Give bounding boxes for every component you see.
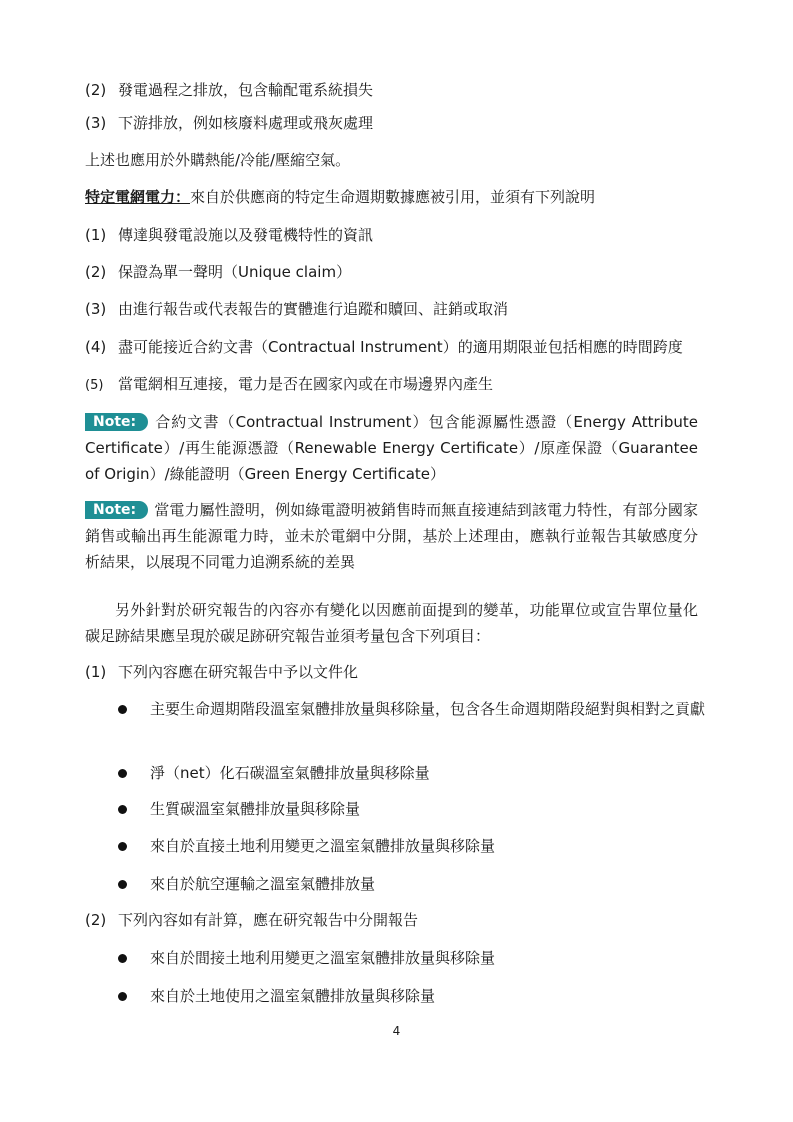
section-heading: (1) 下列內容應在研究報告中予以文件化 bbox=[85, 663, 359, 681]
bullet-item: 淨（net）化石碳溫室氣體排放量與移除量 bbox=[118, 760, 708, 786]
list-item: (1) 傳達與發電設施以及發電機特性的資訊 bbox=[85, 226, 374, 244]
list-item: (5) 當電網相互連接，電力是否在國家內或在市場邊界內產生 bbox=[85, 375, 494, 393]
list-item: (4) 盡可能接近合約文書（Contractual Instrument）的適用期限並包括相應的時間跨度 bbox=[85, 338, 683, 356]
specific-grid-desc: 來自於供應商的特定生命週期數據應被引用，並須有下列說明 bbox=[190, 188, 596, 206]
note-badge: Note: bbox=[85, 413, 148, 431]
note-text: 合約文書（Contractual Instrument）包含能源屬性憑證（Energy Attribute Certificate）/再生能源憑證（Renewable Energy Certificate）/原產保證（Guarantee of Origin）/綠能證明（Green Energy Certificate） bbox=[85, 413, 698, 483]
bullet-item: 來自於航空運輸之溫室氣體排放量 bbox=[118, 871, 708, 897]
bullet-dot-icon bbox=[118, 954, 127, 963]
note-text: 當電力屬性證明，例如綠電證明被銷售時而無直接連結到該電力特性，有部分國家銷售或輸出再生能源電力時，並未於電網中分開，基於上述理由，應執行並報告其敏感度分析結果，以展現不同電力追溯系統的差異 bbox=[85, 501, 698, 571]
section-heading: (2) 下列內容如有計算，應在研究報告中分開報告 bbox=[85, 911, 419, 929]
bullet-item: 生質碳溫室氣體排放量與移除量 bbox=[118, 796, 708, 822]
bullet-item: 主要生命週期階段溫室氣體排放量與移除量，包含各生命週期階段絕對與相對之貢獻 bbox=[118, 696, 708, 722]
list-item: (3) 由進行報告或代表報告的實體進行追蹤和贖回、註銷或取消 bbox=[85, 300, 509, 318]
specific-grid-heading bbox=[85, 185, 708, 210]
bullet-item: 來自於直接土地利用變更之溫室氣體排放量與移除量 bbox=[118, 833, 708, 859]
note-badge: Note: bbox=[85, 501, 148, 519]
note-block bbox=[85, 497, 698, 575]
bullet-item: 來自於間接土地利用變更之溫室氣體排放量與移除量 bbox=[118, 945, 708, 971]
list-item: (3) 下游排放，例如核廢料處理或飛灰處理 bbox=[85, 114, 374, 132]
list-item: (2) 保證為單一聲明（Unique claim） bbox=[85, 263, 352, 281]
list-item: (2) 發電過程之排放，包含輸配電系統損失 bbox=[85, 81, 374, 99]
intro-paragraph: 另外針對於研究報告的內容亦有變化以因應前面提到的變革，功能單位或宣告單位量化碳足跡結果應呈現於碳足跡研究報告並須考量包含下列項目： bbox=[85, 601, 698, 645]
applies-note: 上述也應用於外購熱能/冷能/壓縮空氣。 bbox=[85, 151, 351, 169]
bullet-item: 來自於土地使用之溫室氣體排放量與移除量 bbox=[118, 983, 708, 1009]
bullet-dot-icon bbox=[118, 769, 127, 778]
page-number: 4 bbox=[392, 1024, 401, 1038]
bullet-dot-icon bbox=[118, 705, 127, 714]
bullet-dot-icon bbox=[118, 880, 127, 889]
bullet-dot-icon bbox=[118, 805, 127, 814]
bullet-dot-icon bbox=[118, 842, 127, 851]
specific-grid-term: 特定電網電力： bbox=[85, 188, 191, 206]
note-block bbox=[85, 409, 698, 487]
bullet-dot-icon bbox=[118, 992, 127, 1001]
